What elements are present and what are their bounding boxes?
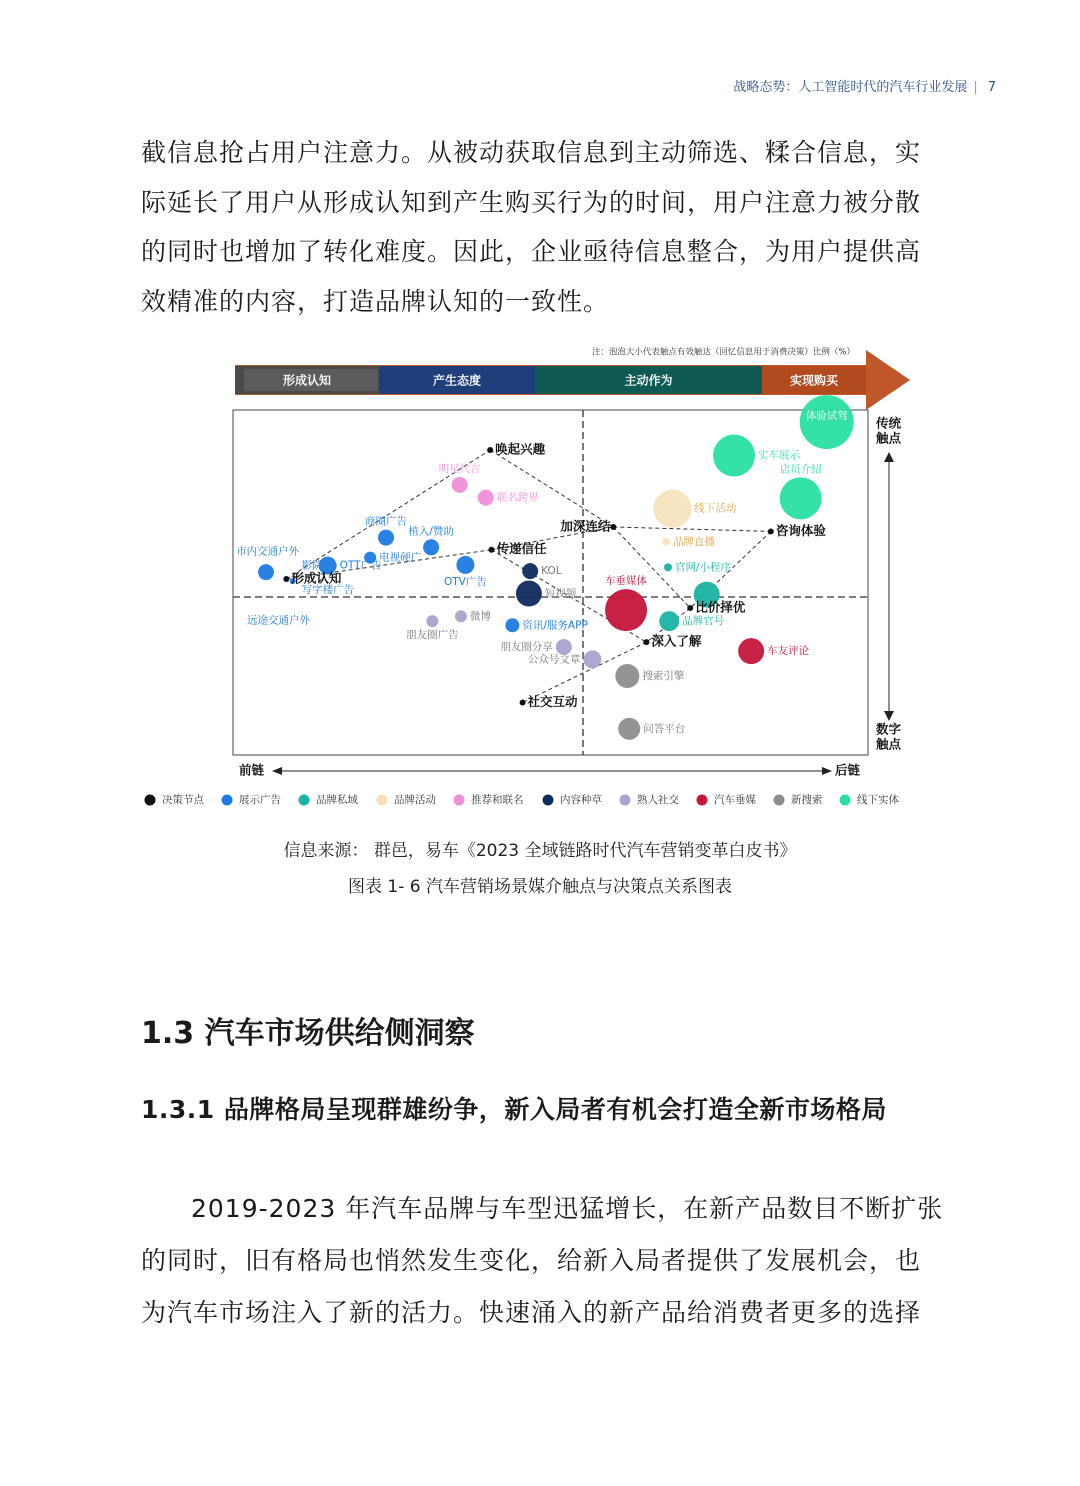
x-axis-right-label: 后链: [835, 762, 861, 778]
y-axis-arrow-up: [884, 452, 894, 462]
legend-swatch: [620, 795, 631, 806]
subsection-heading: 1.3.1 品牌格局呈现群雄纷争，新入局者有机会打造全新市场格局: [141, 1095, 887, 1124]
touchpoint-label: 写字楼广告: [301, 584, 355, 597]
stage-label: 形成认知: [282, 373, 332, 388]
chart-note: 注：泡泡大小代表触点有效触达（回忆信息用于消费决策）比例（%）: [591, 347, 855, 358]
intro-line: 效精准的内容，打造品牌认知的一致性。: [141, 286, 610, 316]
page-number: 7: [987, 80, 996, 95]
body-line: 的同时，旧有格局也悄然发生变化，给新入局者提供了发展机会，也: [141, 1246, 922, 1275]
legend-label: 新搜索: [791, 794, 823, 806]
touchpoint-bubble: [452, 477, 468, 493]
touchpoint-bubble: [713, 435, 755, 477]
touchpoint-bubble: [615, 664, 639, 688]
legend-label: 汽车垂媒: [714, 794, 756, 806]
legend-swatch: [697, 795, 708, 806]
legend-swatch: [454, 795, 465, 806]
body-line: 2019-2023 年汽车品牌与车型迅猛增长，在新产品数目不断扩张: [191, 1194, 944, 1223]
touchpoint-label: 车友评论: [767, 645, 810, 658]
touchpoint-label: 线下活动: [694, 502, 737, 515]
decision-node: [687, 605, 693, 611]
legend-label: 线下实体: [857, 794, 899, 806]
touchpoint-label: OTT广告: [339, 559, 382, 572]
x-axis-arrow-left: [272, 767, 282, 775]
touchpoint-bubble: [258, 564, 274, 580]
touchpoint-bubble: [378, 530, 394, 546]
decision-node-label: 加深连结: [560, 518, 611, 534]
touchpoint-label: 搜索引擎: [642, 669, 685, 682]
touchpoint-label: KOL: [541, 565, 562, 578]
touchpoint-bubble: [505, 618, 519, 632]
touchpoint-label: 公众号文章: [527, 653, 581, 666]
touchpoint-bubble: [618, 718, 640, 740]
source-line: 信息来源： 群邑，易车《2023 全域链路时代汽车营销变革白皮书》: [283, 841, 797, 861]
touchpoint-label: 市内交通户外: [236, 545, 300, 558]
touchpoint-label: 短视频: [544, 587, 577, 600]
body-paragraph: [141, 1183, 946, 1339]
stage-label: 产生态度: [432, 373, 482, 388]
legend-swatch: [543, 795, 554, 806]
touchpoint-label: 实车展示: [758, 449, 801, 462]
section-heading: 1.3 汽车市场供给侧洞察: [141, 1016, 475, 1051]
touchpoint-bubble: [522, 563, 538, 579]
touchpoint-bubble: [456, 556, 474, 574]
x-axis-arrow-right: [822, 767, 832, 775]
touchpoint-label: 远途交通户外: [246, 614, 310, 627]
decision-node: [643, 639, 649, 645]
decision-node-label: 形成认知: [291, 570, 342, 586]
stage-label: 实现购买: [789, 373, 839, 388]
figure-caption: 图表 1- 6 汽车营销场景媒介触点与决策点关系图表: [348, 877, 732, 897]
touchpoint-label: 微博: [469, 610, 491, 623]
decision-node: [283, 576, 289, 582]
touchpoint-bubble: [780, 477, 822, 519]
legend-label: 内容种草: [560, 794, 602, 806]
touchpoint-bubble: [605, 589, 647, 631]
touchpoint-bubble: [664, 563, 672, 571]
touchpoint-bubble: [455, 610, 467, 622]
decision-node: [488, 547, 494, 553]
touchpoint-bubble: [516, 581, 542, 607]
legend-label: 决策节点: [162, 794, 204, 806]
decision-node-label: 比价择优: [695, 599, 746, 615]
touchpoint-label: 朋友圈广告: [406, 629, 459, 642]
touchpoint-bubble: [478, 490, 494, 506]
touchpoint-label: 植入/赞助: [408, 525, 454, 538]
decision-node-label: 社交互动: [527, 694, 578, 710]
legend-swatch: [377, 795, 388, 806]
legend-label: 品牌私域: [316, 794, 358, 806]
decision-node-label: 深入了解: [651, 633, 702, 649]
touchpoint-bubble: [738, 638, 764, 664]
touchpoint-bubble: [653, 490, 691, 528]
y-axis-top-label: 触点: [876, 430, 902, 446]
header-title: 战略态势：人工智能时代的汽车行业发展: [733, 80, 968, 95]
touchpoint-label: OTV广告: [443, 575, 487, 588]
touchpoint-label: 影院: [301, 559, 323, 572]
touchpoint-bubble: [426, 615, 438, 627]
intro-line: 截信息抢占用户注意力。从被动获取信息到主动筛选、糅合信息，实: [141, 138, 922, 167]
y-axis-top-label: 传统: [876, 415, 902, 431]
decision-node-label: 传递信任: [496, 541, 547, 557]
legend-label: 品牌活动: [394, 794, 436, 806]
touchpoint-label: 车垂媒体: [605, 575, 648, 588]
touchpoint-bubble: [423, 539, 439, 555]
header-divider: |: [973, 80, 978, 95]
legend-swatch: [774, 795, 785, 806]
x-axis-left-label: 前链: [239, 762, 265, 778]
legend-label: 熟人社交: [637, 794, 679, 806]
legend-swatch: [222, 795, 233, 806]
decision-node: [768, 528, 774, 534]
touchpoint-label: 明星代言: [438, 462, 481, 475]
legend-label: 推荐和联名: [471, 794, 524, 806]
stage-label: 主动作为: [624, 373, 673, 388]
touchpoint-label: 问答平台: [643, 722, 686, 735]
legend-swatch: [145, 795, 156, 806]
decision-node-label: 咨询体验: [775, 522, 826, 538]
touchpoint-label: 朋友圈分享: [500, 641, 553, 654]
touchpoint-label: 商圈广告: [365, 515, 408, 528]
legend-label: 展示广告: [239, 794, 281, 806]
y-axis-bottom-label: 数字: [876, 721, 902, 737]
touchpoint-label: 品牌官号: [682, 615, 725, 628]
legend-swatch: [840, 795, 851, 806]
legend-swatch: [299, 795, 310, 806]
touchpoint-label: 电视硬广: [379, 551, 422, 564]
touchpoint-bubble: [583, 650, 601, 668]
touchpoint-bubble: [659, 611, 679, 631]
decision-node: [487, 447, 493, 453]
decision-node: [610, 524, 616, 530]
touchpoint-label: 体验试驾: [805, 410, 848, 423]
touchpoint-label: 资讯/服务APP: [522, 619, 588, 632]
touchpoint-label: 店员介绍: [779, 463, 822, 476]
touchpoint-bubble: [662, 538, 670, 546]
intro-line: 的同时也增加了转化难度。因此，企业亟待信息整合，为用户提供高: [141, 237, 922, 266]
y-axis-arrow-down: [884, 711, 894, 721]
intro-line: 际延长了用户从形成认知到产生购买行为的时间，用户注意力被分散: [141, 187, 922, 217]
decision-node: [520, 700, 526, 706]
y-axis-bottom-label: 触点: [876, 736, 902, 752]
touchpoint-label: 品牌直播: [673, 535, 716, 548]
touchpoint-label: 联名跨界: [496, 491, 539, 504]
decision-node-label: 唤起兴趣: [495, 441, 546, 457]
touchpoint-label: 官网/小程序: [674, 561, 732, 574]
body-line: 为汽车市场注入了新的活力。快速涌入的新产品给消费者更多的选择: [141, 1298, 922, 1327]
